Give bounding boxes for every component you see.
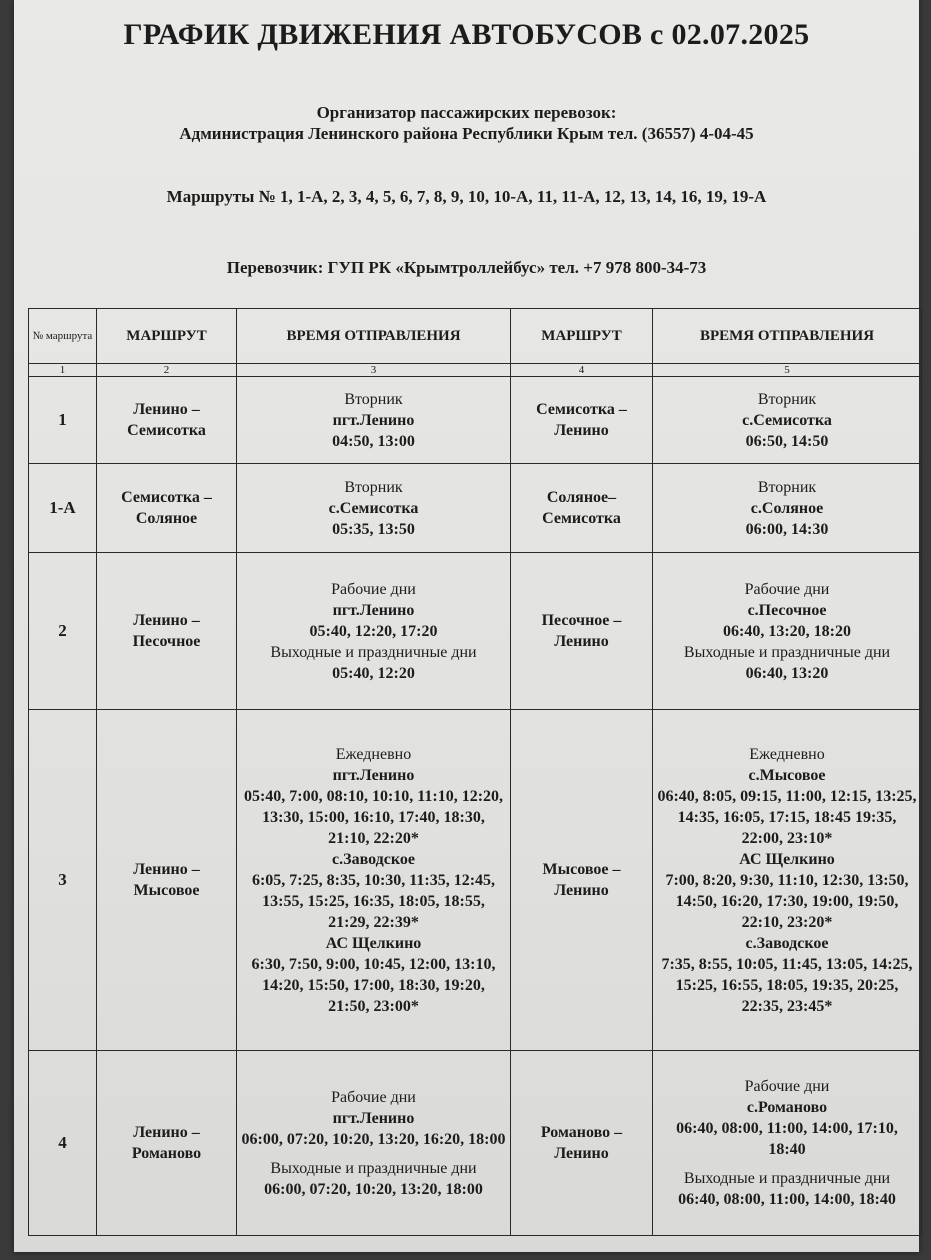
route-name-return: Песочное – Ленино bbox=[511, 553, 653, 710]
time-list: 05:35, 13:50 bbox=[332, 520, 415, 538]
col-header-departure-return: ВРЕМЯ ОТПРАВЛЕНИЯ bbox=[653, 309, 922, 364]
departure-times-return bbox=[653, 464, 922, 553]
time-list: 06:40, 13:20, 18:20 bbox=[723, 622, 851, 640]
col-header-route: МАРШРУТ bbox=[97, 309, 237, 364]
day-type: Ежедневно bbox=[749, 745, 825, 763]
time-list: 04:50, 13:00 bbox=[332, 432, 415, 450]
stop-name: пгт.Ленино bbox=[332, 766, 415, 784]
route-name-return: Мысовое – Ленино bbox=[511, 710, 653, 1051]
stop-name: АС Щелкино bbox=[325, 934, 422, 952]
table-index-row bbox=[29, 364, 922, 377]
time-list: 05:40, 7:00, 08:10, 10:10, 11:10, 12:20, 13:30, 15:00, 16:10, 17:40, 18:30, 21:10, 22:20* bbox=[243, 787, 504, 847]
departure-times bbox=[237, 710, 511, 1051]
stop-name: с.Семисотка bbox=[328, 499, 419, 517]
organizer-label: Организатор пассажирских перевозок: bbox=[316, 103, 617, 122]
route-number: 1 bbox=[29, 377, 97, 464]
organizer-info: Администрация Ленинского района Республики Крым тел. (36557) 4-04-45 bbox=[179, 124, 754, 143]
route-number: 1-А bbox=[29, 464, 97, 553]
departure-times bbox=[237, 464, 511, 553]
time-list: 06:00, 07:20, 10:20, 13:20, 18:00 bbox=[264, 1180, 483, 1198]
col-index: 3 bbox=[237, 364, 511, 377]
table-row bbox=[29, 553, 922, 710]
day-type: Вторник bbox=[757, 478, 817, 496]
route-name-return: Соляное– Семисотка bbox=[511, 464, 653, 553]
stop-name: с.Семисотка bbox=[742, 411, 832, 429]
departure-times bbox=[237, 553, 511, 710]
routes-list: Маршруты № 1, 1-А, 2, 3, 4, 5, 6, 7, 8, 9, 10, 10-А, 11, 11-А, 12, 13, 14, 16, 19, 19-А bbox=[166, 187, 767, 206]
stop-name: с.Песочное bbox=[747, 601, 827, 619]
day-type: Выходные и праздничные дни bbox=[683, 1170, 891, 1187]
route-name: Ленино – Мысовое bbox=[97, 710, 237, 1051]
stop-name: с.Заводское bbox=[745, 934, 829, 952]
table-row bbox=[29, 464, 922, 553]
page-title: ГРАФИК ДВИЖЕНИЯ АВТОБУСОВ с 02.07.2025 bbox=[123, 18, 810, 51]
departure-times-return bbox=[653, 1051, 922, 1236]
day-type: Вторник bbox=[344, 478, 403, 496]
time-list: 06:40, 08:00, 11:00, 14:00, 17:10, 18:40 bbox=[676, 1120, 898, 1158]
route-name-return: Семисотка – Ленино bbox=[511, 377, 653, 464]
day-type: Выходные и праздничные дни bbox=[270, 643, 477, 661]
col-index: 4 bbox=[511, 364, 653, 377]
stop-name: с.Мысовое bbox=[748, 766, 826, 784]
time-list: 06:40, 08:00, 11:00, 14:00, 18:40 bbox=[678, 1191, 896, 1208]
time-list: 06:00, 07:20, 10:20, 13:20, 16:20, 18:00 bbox=[241, 1130, 506, 1148]
departure-times bbox=[237, 1051, 511, 1236]
day-type: Выходные и праздничные дни bbox=[270, 1159, 477, 1177]
day-type: Выходные и праздничные дни bbox=[683, 643, 891, 661]
time-list: 7:35, 8:55, 10:05, 11:45, 13:05, 14:25, 15:25, 16:55, 18:05, 19:35, 20:25, 22:35, 23:45* bbox=[661, 955, 913, 1015]
schedule-table bbox=[28, 308, 922, 1236]
day-type: Рабочие дни bbox=[331, 1088, 416, 1106]
table-row bbox=[29, 1051, 922, 1236]
stop-name: пгт.Ленино bbox=[332, 601, 415, 619]
day-type: Рабочие дни bbox=[744, 1078, 830, 1095]
col-header-route-return: МАРШРУТ bbox=[511, 309, 653, 364]
stop-name: пгт.Ленино bbox=[332, 411, 415, 429]
col-header-departure: ВРЕМЯ ОТПРАВЛЕНИЯ bbox=[237, 309, 511, 364]
day-type: Вторник bbox=[757, 390, 817, 408]
time-list: 7:00, 8:20, 9:30, 11:10, 12:30, 13:50, 14:50, 16:20, 17:30, 19:00, 19:50, 22:10, 23:20* bbox=[665, 871, 909, 931]
time-list: 06:50, 14:50 bbox=[745, 432, 829, 450]
stop-name: АС Щелкино bbox=[739, 850, 835, 868]
col-index: 5 bbox=[653, 364, 922, 377]
time-list: 6:30, 7:50, 9:00, 10:45, 12:00, 13:10, 14:20, 15:50, 17:00, 18:30, 19:20, 21:50, 23:00* bbox=[251, 955, 496, 1015]
departure-times-return bbox=[653, 553, 922, 710]
stop-name: с.Соляное bbox=[750, 499, 824, 517]
table-row bbox=[29, 710, 922, 1051]
table-header-row bbox=[29, 309, 922, 364]
stop-name: с.Заводское bbox=[332, 850, 415, 868]
day-type: Вторник bbox=[344, 390, 403, 408]
day-type: Рабочие дни bbox=[331, 580, 416, 598]
time-list: 05:40, 12:20, 17:20 bbox=[309, 622, 438, 640]
time-list: 06:00, 14:30 bbox=[745, 520, 829, 538]
stop-name: с.Романово bbox=[746, 1099, 828, 1116]
route-name: Ленино – Семисотка bbox=[97, 377, 237, 464]
departure-times-return bbox=[653, 377, 922, 464]
route-name: Ленино – Песочное bbox=[97, 553, 237, 710]
carrier-info: Перевозчик: ГУП РК «Крымтроллейбус» тел. +7 978 800-34-73 bbox=[226, 258, 707, 277]
route-name: Семисотка – Соляное bbox=[97, 464, 237, 553]
stop-name: пгт.Ленино bbox=[332, 1109, 415, 1127]
route-number: 3 bbox=[29, 710, 97, 1051]
day-type: Ежедневно bbox=[335, 745, 412, 763]
schedule-sheet bbox=[14, 0, 919, 1252]
time-list: 06:40, 8:05, 09:15, 11:00, 12:15, 13:25, 14:35, 16:05, 17:15, 18:45 19:35, 22:00, 23:10* bbox=[657, 787, 917, 847]
time-list: 6:05, 7:25, 8:35, 10:30, 11:35, 12:45, 13:55, 15:25, 16:35, 18:05, 18:55, 21:29, 22:39* bbox=[251, 871, 496, 931]
route-name-return: Романово – Ленино bbox=[511, 1051, 653, 1236]
time-list: 05:40, 12:20 bbox=[332, 664, 415, 682]
day-type: Рабочие дни bbox=[744, 580, 830, 598]
col-index: 2 bbox=[97, 364, 237, 377]
departure-times bbox=[237, 377, 511, 464]
route-number: 4 bbox=[29, 1051, 97, 1236]
time-list: 06:40, 13:20 bbox=[745, 664, 829, 682]
departure-times-return bbox=[653, 710, 922, 1051]
table-row bbox=[29, 377, 922, 464]
route-name: Ленино – Романово bbox=[97, 1051, 237, 1236]
route-number: 2 bbox=[29, 553, 97, 710]
col-header-number: № маршрута bbox=[29, 309, 97, 364]
col-index: 1 bbox=[29, 364, 97, 377]
